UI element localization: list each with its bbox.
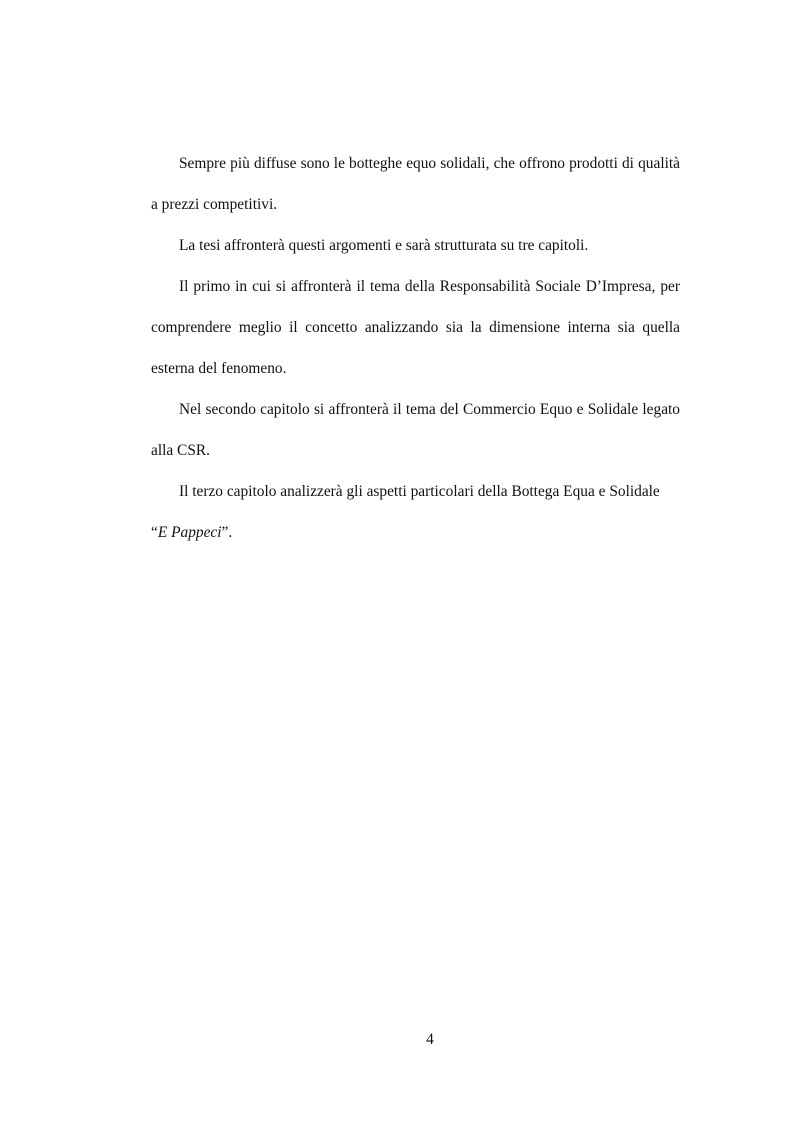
page-number: 4 (426, 1031, 434, 1048)
paragraph-5-text: Il terzo capitolo analizzerà gli aspetti particolari della Bottega Equa e Solidale (179, 483, 660, 500)
shop-name: E Pappeci (157, 524, 222, 541)
paragraph-1: Sempre più diffuse sono le botteghe equo solidali, che offrono prodotti di qualità a prezzi competitivi. (151, 155, 680, 213)
paragraph-2: La tesi affronterà questi argomenti e sarà strutturata su tre capitoli. (179, 237, 589, 254)
paragraph-5 (151, 471, 680, 553)
close-quote: ”. (221, 524, 233, 541)
body-text (151, 143, 680, 553)
paragraph-3: Il primo in cui si affronterà il tema della Responsabilità Sociale D’Impresa, per comprendere meglio il concetto analizzando sia la dimensione interna sia quella esterna del fenomeno. (151, 278, 680, 377)
open-quote: “ (151, 524, 158, 541)
paragraph-4: Nel secondo capitolo si affronterà il tema del Commercio Equo e Solidale legato alla CSR. (151, 401, 680, 459)
